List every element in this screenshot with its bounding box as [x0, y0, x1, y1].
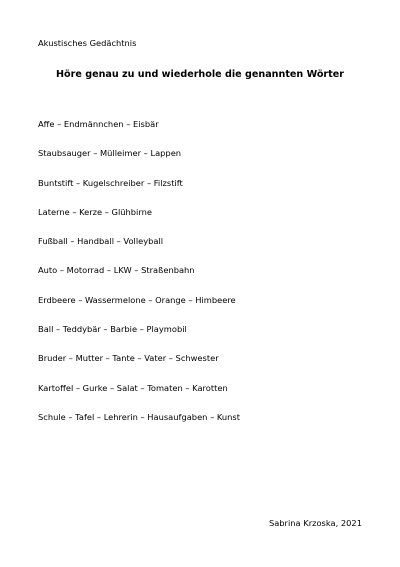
author-credit: Sabrina Krzoska, 2021 — [268, 518, 362, 528]
word-line: Auto – Motorrad – LKW – Straßenbahn — [38, 265, 195, 276]
word-line: Kartoffel – Gurke – Salat – Tomaten – Karotten — [38, 382, 228, 393]
word-line: Ball – Teddybär – Barbie – Playmobil — [38, 324, 187, 335]
word-line: Affe – Endmännchen – Eisbär — [38, 119, 159, 129]
word-line: Fußball – Handball – Volleyball — [38, 236, 164, 247]
word-line: Buntstift – Kugelschreiber – Filzstift — [38, 177, 183, 188]
word-line: Bruder – Mutter – Tante – Vater – Schwester — [38, 353, 219, 364]
page-title: Höre genau zu und wiederhole die genannten Wörter — [56, 69, 344, 80]
word-line: Erdbeere – Wassermelone – Orange – Himbeere — [38, 294, 236, 305]
word-list — [38, 118, 240, 440]
word-line: Schule – Tafel – Lehrerin – Hausaufgaben – Kunst — [38, 411, 240, 422]
header-label: Akustisches Gedächtnis — [38, 38, 137, 48]
word-line: Staubsauger – Mülleimer – Lappen — [38, 148, 182, 159]
word-line: Laterne – Kerze – Glühbirne — [38, 206, 152, 217]
